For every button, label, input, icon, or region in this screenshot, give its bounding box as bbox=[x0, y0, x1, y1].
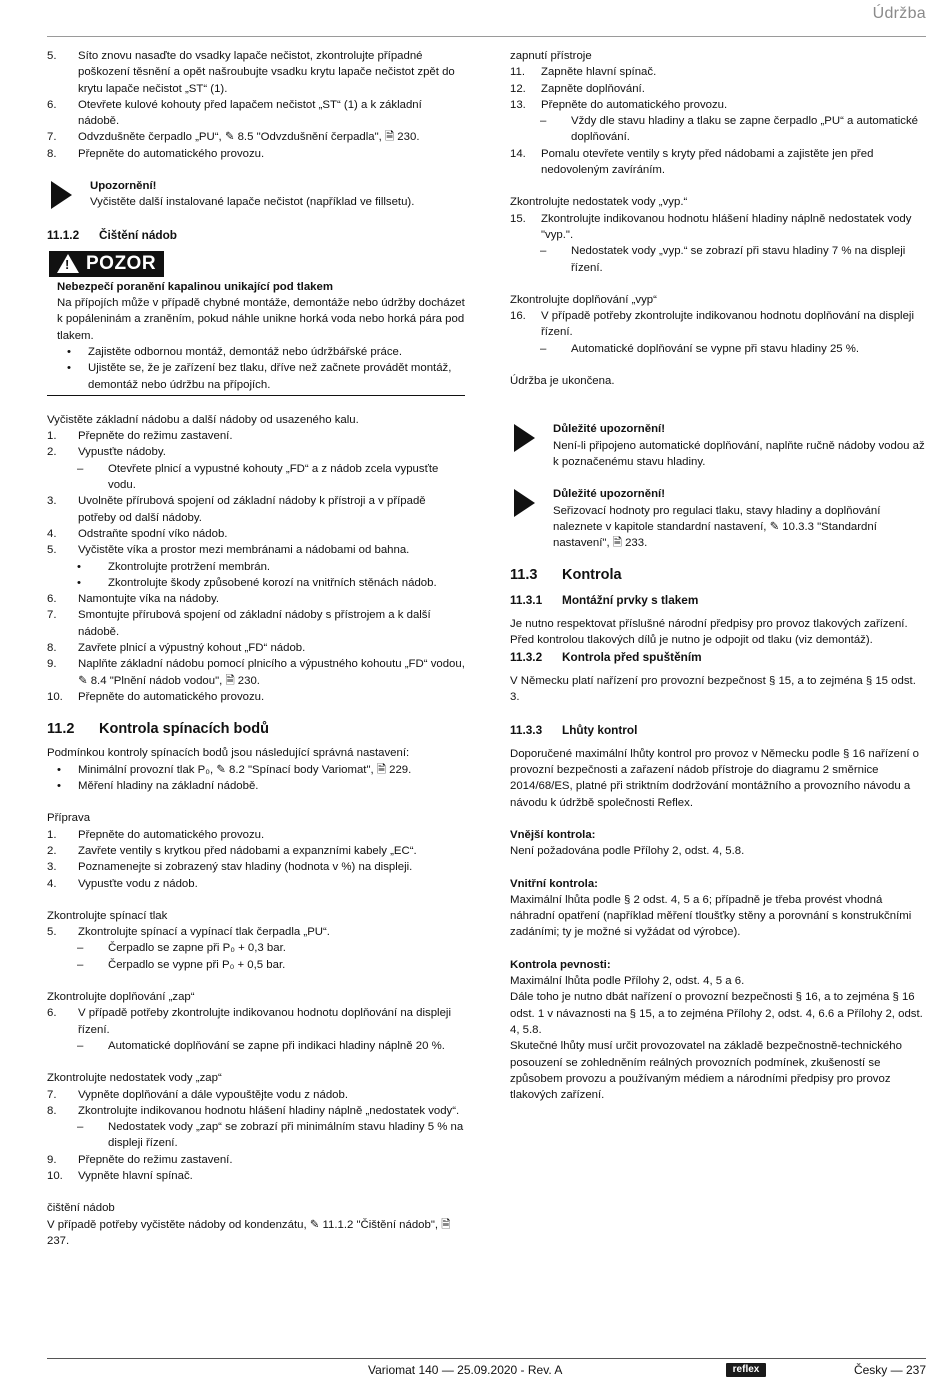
list-marker: 1. bbox=[47, 828, 57, 841]
low-on-title: Zkontrolujte nedostatek vody „zap“ bbox=[47, 1072, 222, 1085]
running-header: Údržba bbox=[872, 5, 926, 22]
list-text: Vyčistěte víka a prostor mezi membránami a nádobami od bahna. bbox=[78, 544, 410, 557]
list-text: Automatické doplňování se zapne při indikaci hladiny náplně 20 %. bbox=[108, 1039, 445, 1052]
left-column bbox=[47, 48, 465, 1249]
section-number: 11.3.3 bbox=[510, 722, 543, 737]
str-text-1: Maximální lhůta podle Přílohy 2, odst. 4, 5 a 6. bbox=[510, 975, 745, 988]
list-text: Pomalu otevřete ventily s kryty před nádobami a zajistěte jen před nedovoleným zavíráním. bbox=[541, 147, 874, 177]
cont-title: zapnutí přístroje bbox=[510, 50, 592, 62]
list-text: Zapněte doplňování. bbox=[541, 82, 645, 95]
list-marker: • bbox=[77, 576, 81, 589]
section-number: 11.3 bbox=[510, 567, 538, 584]
note-text: Není-li připojeno automatické doplňování, naplňte ručně nádoby vodou až k poznačenému stavu hladiny. bbox=[553, 439, 925, 468]
bullet-text: Měření hladiny na základní nádobě. bbox=[78, 780, 259, 793]
list-item bbox=[47, 542, 465, 558]
list-marker: 4. bbox=[47, 877, 57, 890]
footer-page: Česky — 237 bbox=[853, 1363, 926, 1377]
clean-intro: Vyčistěte základní nádobu a další nádoby od usazeného kalu. bbox=[47, 413, 359, 426]
list-text: Nedostatek vody „zap“ se zobrazí při minimálním stavu hladiny 5 % na displeji řízení. bbox=[108, 1121, 464, 1150]
list-marker: 15. bbox=[510, 212, 526, 225]
list-marker: 7. bbox=[47, 609, 57, 622]
list-item bbox=[47, 1119, 465, 1152]
clean2-text: V případě potřeby vyčistěte nádoby od kondenzátu, ✎ 11.1.2 "Čištění nádob", 🗎 237. bbox=[47, 1218, 451, 1247]
list-text: Přepněte do automatického provozu. bbox=[78, 690, 265, 703]
list-text: Síto znovu nasaďte do vsadky lapače nečistot, zkontrolujte případné poškození těsnění a opět našroubujte vsadku krytu lapače nečistot zpět do krytu lapače nečistot „ST“ (1). bbox=[78, 50, 455, 95]
note-title: Upozornění! bbox=[90, 180, 157, 193]
list-text: Zkontrolujte indikovanou hodnotu hlášení hladiny náplně nedostatek vody "vyp.". bbox=[541, 212, 912, 241]
list-text: Vypusťte vodu z nádob. bbox=[78, 877, 198, 890]
list-marker: 3. bbox=[47, 861, 57, 874]
list-item bbox=[47, 428, 465, 444]
list-item bbox=[47, 97, 465, 130]
list-item bbox=[47, 876, 465, 892]
list-text: Otevřete kulové kohouty před lapačem nečistot „ST“ (1) a k základní nádobě. bbox=[78, 98, 422, 128]
warning-text: Na přípojích může v případě chybné montáže, demontáže nebo údržby docházet k popáleninám a zraněním, pokud náhle unikne horká voda nebo horká pára pod tlakem. bbox=[57, 297, 465, 342]
list-marker: 3. bbox=[47, 495, 57, 508]
note-arrow-icon bbox=[51, 181, 72, 209]
list-text: Zavřete plnicí a výpustný kohout „FD“ nádob. bbox=[78, 642, 306, 654]
list-text: Nedostatek vody „vyp.“ se zobrazí při stavu hladiny 7 % na displeji řízení. bbox=[571, 245, 906, 274]
list-text: Zavřete ventily s krytkou před nádobami a expanzními kabely „EC“. bbox=[78, 844, 417, 857]
list-item bbox=[47, 940, 465, 956]
ext-title: Vnější kontrola: bbox=[510, 828, 596, 841]
list-item bbox=[47, 526, 465, 542]
list-press-steps bbox=[47, 924, 465, 973]
list-marker: 5. bbox=[47, 926, 57, 939]
section-number: 11.1.2 bbox=[47, 227, 80, 242]
pozor-label bbox=[49, 251, 164, 277]
list-item bbox=[47, 1152, 465, 1168]
section-heading-1112 bbox=[47, 227, 465, 243]
list-item bbox=[47, 146, 465, 162]
list-marker: 2. bbox=[47, 844, 57, 857]
section-number: 11.2 bbox=[47, 721, 75, 738]
list-fill-on-steps bbox=[47, 1005, 465, 1054]
list-marker: 10. bbox=[47, 1170, 63, 1183]
list-marker: 5. bbox=[47, 50, 57, 62]
note-title: Důležité upozornění! bbox=[553, 423, 666, 436]
list-marker: 9. bbox=[47, 1153, 57, 1166]
section-heading-113 bbox=[510, 567, 927, 583]
press-title: Zkontrolujte spínací tlak bbox=[47, 909, 168, 922]
list-text: Vypněte hlavní spínač. bbox=[78, 1170, 193, 1183]
bullet-item bbox=[57, 344, 465, 360]
list-item bbox=[47, 493, 465, 526]
list-text: Naplňte základní nádobu pomocí plnicího a výpustného kohoutu „FD“ vodou, ✎ 8.4 "Plnění nádob vodou", 🗎 230. bbox=[78, 658, 465, 687]
pozor-text: POZOR bbox=[86, 252, 157, 274]
list-item bbox=[47, 461, 465, 494]
list-marker: 8. bbox=[47, 147, 57, 160]
list-text: Vypusťte nádoby. bbox=[78, 446, 166, 459]
footer-doc-info: Variomat 140 — 25.09.2020 - Rev. A bbox=[368, 1363, 563, 1377]
str-title: Kontrola pevnosti: bbox=[510, 958, 611, 971]
section-heading-112 bbox=[47, 721, 465, 737]
header-rule bbox=[47, 36, 926, 37]
note-1 bbox=[47, 178, 465, 211]
list-low-off-steps bbox=[510, 211, 927, 276]
list-marker: 2. bbox=[47, 446, 57, 459]
bullet-item bbox=[57, 360, 465, 393]
list-item bbox=[47, 607, 465, 640]
reflex-logo: reflex bbox=[726, 1363, 766, 1377]
list-text: Přepněte do automatického provozu. bbox=[78, 147, 265, 160]
list-marker: 5. bbox=[47, 544, 57, 557]
list-fill-off-steps bbox=[510, 308, 927, 357]
bullet-item bbox=[47, 762, 465, 778]
list-cont-steps bbox=[510, 64, 927, 178]
list-text: Zkontrolujte škody způsobené korozí na vnitřních stěnách nádob. bbox=[108, 576, 437, 589]
list-marker: 6. bbox=[47, 1007, 57, 1020]
bullet-text: Minimální provozní tlak P₀, ✎ 8.2 "Spínací body Variomat", 🗎 229. bbox=[78, 763, 412, 776]
section-heading-1131 bbox=[510, 592, 927, 608]
list-marker: 6. bbox=[47, 98, 57, 111]
list-item bbox=[47, 689, 465, 705]
warning-bullets bbox=[57, 344, 465, 393]
section-title: Kontrola spínacích bodů bbox=[99, 721, 269, 738]
right-column bbox=[510, 48, 927, 1103]
list-marker: 11. bbox=[510, 66, 525, 79]
list-marker: 4. bbox=[47, 527, 57, 540]
bullet-item bbox=[47, 778, 465, 794]
text-1133: Doporučené maximální lhůty kontrol pro provoz v Německu podle § 16 nařízení o provozní bezpečnosti a zařazení nádob přístroje do diagramu 2 směrnice 2014/68/ES, platné při striktním dodržování montážního a provozního návodu a návodu k údržbě společnosti Reflex. bbox=[510, 747, 920, 809]
list-marker: – bbox=[77, 1039, 84, 1052]
ext-text: Není požadována podle Přílohy 2, odst. 4, 5.8. bbox=[510, 845, 745, 858]
list-item bbox=[47, 591, 465, 607]
list-item bbox=[47, 924, 465, 940]
str-text-2: Dále toho je nutno dbát nařízení o provozní bezpečnosti § 16, a to zejména § 16 odst. 1 v návaznosti na § 15, a to zejména Přílohy 2, odst. 4, 6.6 a Přílohy 2, odst. 4, 5.8. bbox=[510, 991, 923, 1036]
list-marker: 1. bbox=[47, 430, 57, 443]
section-title: Kontrola bbox=[562, 567, 622, 584]
list-item bbox=[47, 129, 465, 145]
list-marker: 8. bbox=[47, 1104, 57, 1117]
list-steps-a bbox=[47, 48, 465, 162]
list-item bbox=[47, 859, 465, 875]
list-item bbox=[47, 1103, 465, 1119]
bullet-text: Ujistěte se, že je zařízení bez tlaku, dříve než začnete provádět montáž, demontáž nebo údržbu na přípojích. bbox=[88, 362, 452, 391]
list-text: Odvzdušněte čerpadlo „PU“, ✎ 8.5 "Odvzdušnění čerpadla", 🗎 230. bbox=[78, 131, 420, 144]
list-text: Zkontrolujte indikovanou hodnotu hlášení hladiny náplně „nedostatek vody“. bbox=[78, 1104, 460, 1117]
fill-off-title: Zkontrolujte doplňování „vyp“ bbox=[510, 293, 657, 306]
list-text: Přepněte do automatického provozu. bbox=[78, 828, 265, 841]
note-text: Seřizovací hodnoty pro regulaci tlaku, stavy hladiny a doplňování naleznete v kapitole standardní nastavení, ✎ 10.3.3 "Standardní nastavení", 🗎 233. bbox=[553, 504, 881, 550]
note-title: Důležité upozornění! bbox=[553, 488, 666, 501]
list-item bbox=[510, 64, 927, 80]
bullet-marker: • bbox=[67, 362, 71, 375]
list-item bbox=[47, 656, 465, 689]
done-text: Údržba je ukončena. bbox=[510, 375, 615, 388]
list-item bbox=[47, 1005, 465, 1038]
list-text: Přepněte do režimu zastavení. bbox=[78, 1153, 233, 1166]
text-1131: Je nutno respektovat příslušné národní předpisy pro provoz tlakových zařízení. Před kontrolou tlakových dílů je nutno je odpojit od tlaku (viz demontáž). bbox=[510, 618, 908, 647]
note-arrow-icon bbox=[514, 489, 535, 517]
list-clean-steps bbox=[47, 428, 465, 705]
clean2-title: čištění nádob bbox=[47, 1202, 115, 1215]
list-item bbox=[47, 48, 465, 97]
cond-intro: Podmínkou kontroly spínacích bodů jsou následující správná nastavení: bbox=[47, 747, 410, 760]
list-item bbox=[510, 341, 927, 357]
list-text: Vypněte doplňování a dále vypouštějte vodu z nádob. bbox=[78, 1088, 348, 1101]
int-title: Vnitřní kontrola: bbox=[510, 877, 598, 890]
bullet-marker: • bbox=[57, 780, 61, 793]
int-text: Maximální lhůta podle § 2 odst. 4, 5 a 6; případně je třeba provést vhodná náhradní opatření (například měření tloušťky stěny a porovnání s konstrukčními zadáními; ty je možné si vyžádat od výrobce). bbox=[510, 893, 912, 939]
list-marker: 8. bbox=[47, 642, 57, 654]
fill-on-title: Zkontrolujte doplňování „zap“ bbox=[47, 991, 195, 1004]
list-marker: 6. bbox=[47, 593, 57, 606]
list-item bbox=[510, 97, 927, 113]
list-item bbox=[47, 843, 465, 859]
text-1132: V Německu platí nařízení pro provozní bezpečnost § 15, a to zejména § 15 odst. 3. bbox=[510, 674, 916, 704]
list-item bbox=[47, 1168, 465, 1184]
list-text: V případě potřeby zkontrolujte indikovanou hodnotu doplňování na displeji řízení. bbox=[541, 310, 914, 339]
note-text: Vyčistěte další instalované lapače nečistot (například ve fillsetu). bbox=[90, 196, 415, 209]
cond-bullets bbox=[47, 762, 465, 795]
list-text: Čerpadlo se zapne při P₀ + 0,3 bar. bbox=[108, 942, 286, 955]
list-marker: – bbox=[77, 1121, 84, 1134]
list-text: Vždy dle stavu hladiny a tlaku se zapne čerpadlo „PU“ a automatické doplňování. bbox=[571, 115, 918, 144]
section-title: Kontrola před spuštěním bbox=[562, 649, 702, 664]
list-low-on-steps bbox=[47, 1087, 465, 1185]
list-text: Automatické doplňování se vypne při stavu hladiny 25 %. bbox=[571, 342, 860, 355]
warning-box bbox=[47, 279, 465, 396]
list-item bbox=[47, 640, 465, 656]
list-item bbox=[47, 444, 465, 460]
list-item bbox=[47, 957, 465, 973]
list-marker: 16. bbox=[510, 310, 526, 323]
list-item bbox=[47, 559, 465, 575]
list-marker: 7. bbox=[47, 1088, 57, 1101]
list-text: Odstraňte spodní víko nádob. bbox=[78, 527, 228, 540]
footer-rule bbox=[47, 1358, 926, 1359]
note-2 bbox=[510, 421, 927, 470]
list-item bbox=[47, 1038, 465, 1054]
list-text: Uvolněte přírubová spojení od základní nádoby k přístroji a v případě potřeby od další nádoby. bbox=[78, 495, 426, 524]
bullet-text: Zajistěte odbornou montáž, demontáž nebo údržbářské práce. bbox=[88, 345, 403, 358]
list-marker: – bbox=[77, 958, 84, 971]
list-prep-steps bbox=[47, 827, 465, 892]
list-marker: • bbox=[77, 560, 81, 573]
list-item bbox=[510, 243, 927, 276]
list-marker: – bbox=[540, 115, 547, 128]
list-item bbox=[510, 308, 927, 341]
section-heading-1133 bbox=[510, 722, 927, 738]
section-title: Montážní prvky s tlakem bbox=[562, 592, 699, 607]
list-marker: – bbox=[77, 942, 84, 955]
list-text: Poznamenejte si zobrazený stav hladiny (hodnota v %) na displeji. bbox=[78, 861, 413, 874]
list-marker: 13. bbox=[510, 98, 526, 111]
list-marker: 10. bbox=[47, 690, 63, 703]
list-marker: 12. bbox=[510, 82, 526, 95]
list-text: Zkontrolujte spínací a vypínací tlak čerpadla „PU“. bbox=[78, 926, 330, 939]
warning-triangle-icon: ! bbox=[57, 254, 79, 273]
section-title: Lhůty kontrol bbox=[562, 722, 638, 737]
list-item bbox=[47, 575, 465, 591]
section-heading-1132 bbox=[510, 649, 927, 665]
note-3 bbox=[510, 486, 927, 551]
section-title: Čištění nádob bbox=[99, 227, 177, 242]
list-text: Smontujte přírubová spojení od základní nádoby s přístrojem a k další nádobě. bbox=[78, 609, 431, 638]
low-off-title: Zkontrolujte nedostatek vody „vyp.“ bbox=[510, 196, 688, 209]
list-marker: 9. bbox=[47, 658, 57, 671]
list-item bbox=[510, 113, 927, 146]
section-number: 11.3.1 bbox=[510, 592, 543, 607]
list-text: Zkontrolujte protržení membrán. bbox=[108, 560, 271, 573]
list-text: Čerpadlo se vypne při P₀ + 0,5 bar. bbox=[108, 958, 286, 971]
list-marker: 7. bbox=[47, 131, 57, 144]
list-item bbox=[510, 146, 927, 179]
list-item bbox=[510, 81, 927, 97]
section-number: 11.3.2 bbox=[510, 649, 543, 664]
note-arrow-icon bbox=[514, 424, 535, 452]
list-marker: – bbox=[540, 342, 547, 355]
list-item bbox=[510, 211, 927, 244]
str-text-3: Skutečné lhůty musí určit provozovatel na základě bezpečnostně-technického posouzení se zohledněním reálných provozních podmínek, zkušeností se způsobem provozu a používaným médiem a národními předpisy pro provoz tlakových zařízení. bbox=[510, 1040, 902, 1102]
list-marker: – bbox=[77, 462, 84, 475]
list-text: Přepněte do automatického provozu. bbox=[541, 98, 728, 111]
list-text: Otevřete plnicí a vypustné kohouty „FD“ a z nádob zcela vypusťte vodu. bbox=[108, 462, 439, 492]
list-text: Přepněte do režimu zastavení. bbox=[78, 430, 233, 443]
warning-title: Nebezpečí poranění kapalinou unikající pod tlakem bbox=[57, 280, 333, 293]
list-text: Zapněte hlavní spínač. bbox=[541, 66, 657, 79]
list-item bbox=[47, 827, 465, 843]
list-marker: – bbox=[540, 245, 547, 258]
bullet-marker: • bbox=[57, 763, 61, 776]
bullet-marker: • bbox=[67, 345, 71, 358]
list-marker: 14. bbox=[510, 147, 526, 160]
list-item bbox=[47, 1087, 465, 1103]
prep-title: Příprava bbox=[47, 812, 91, 825]
list-text: V případě potřeby zkontrolujte indikovanou hodnotu doplňování na displeji řízení. bbox=[78, 1007, 451, 1036]
list-text: Namontujte víka na nádoby. bbox=[78, 593, 219, 606]
